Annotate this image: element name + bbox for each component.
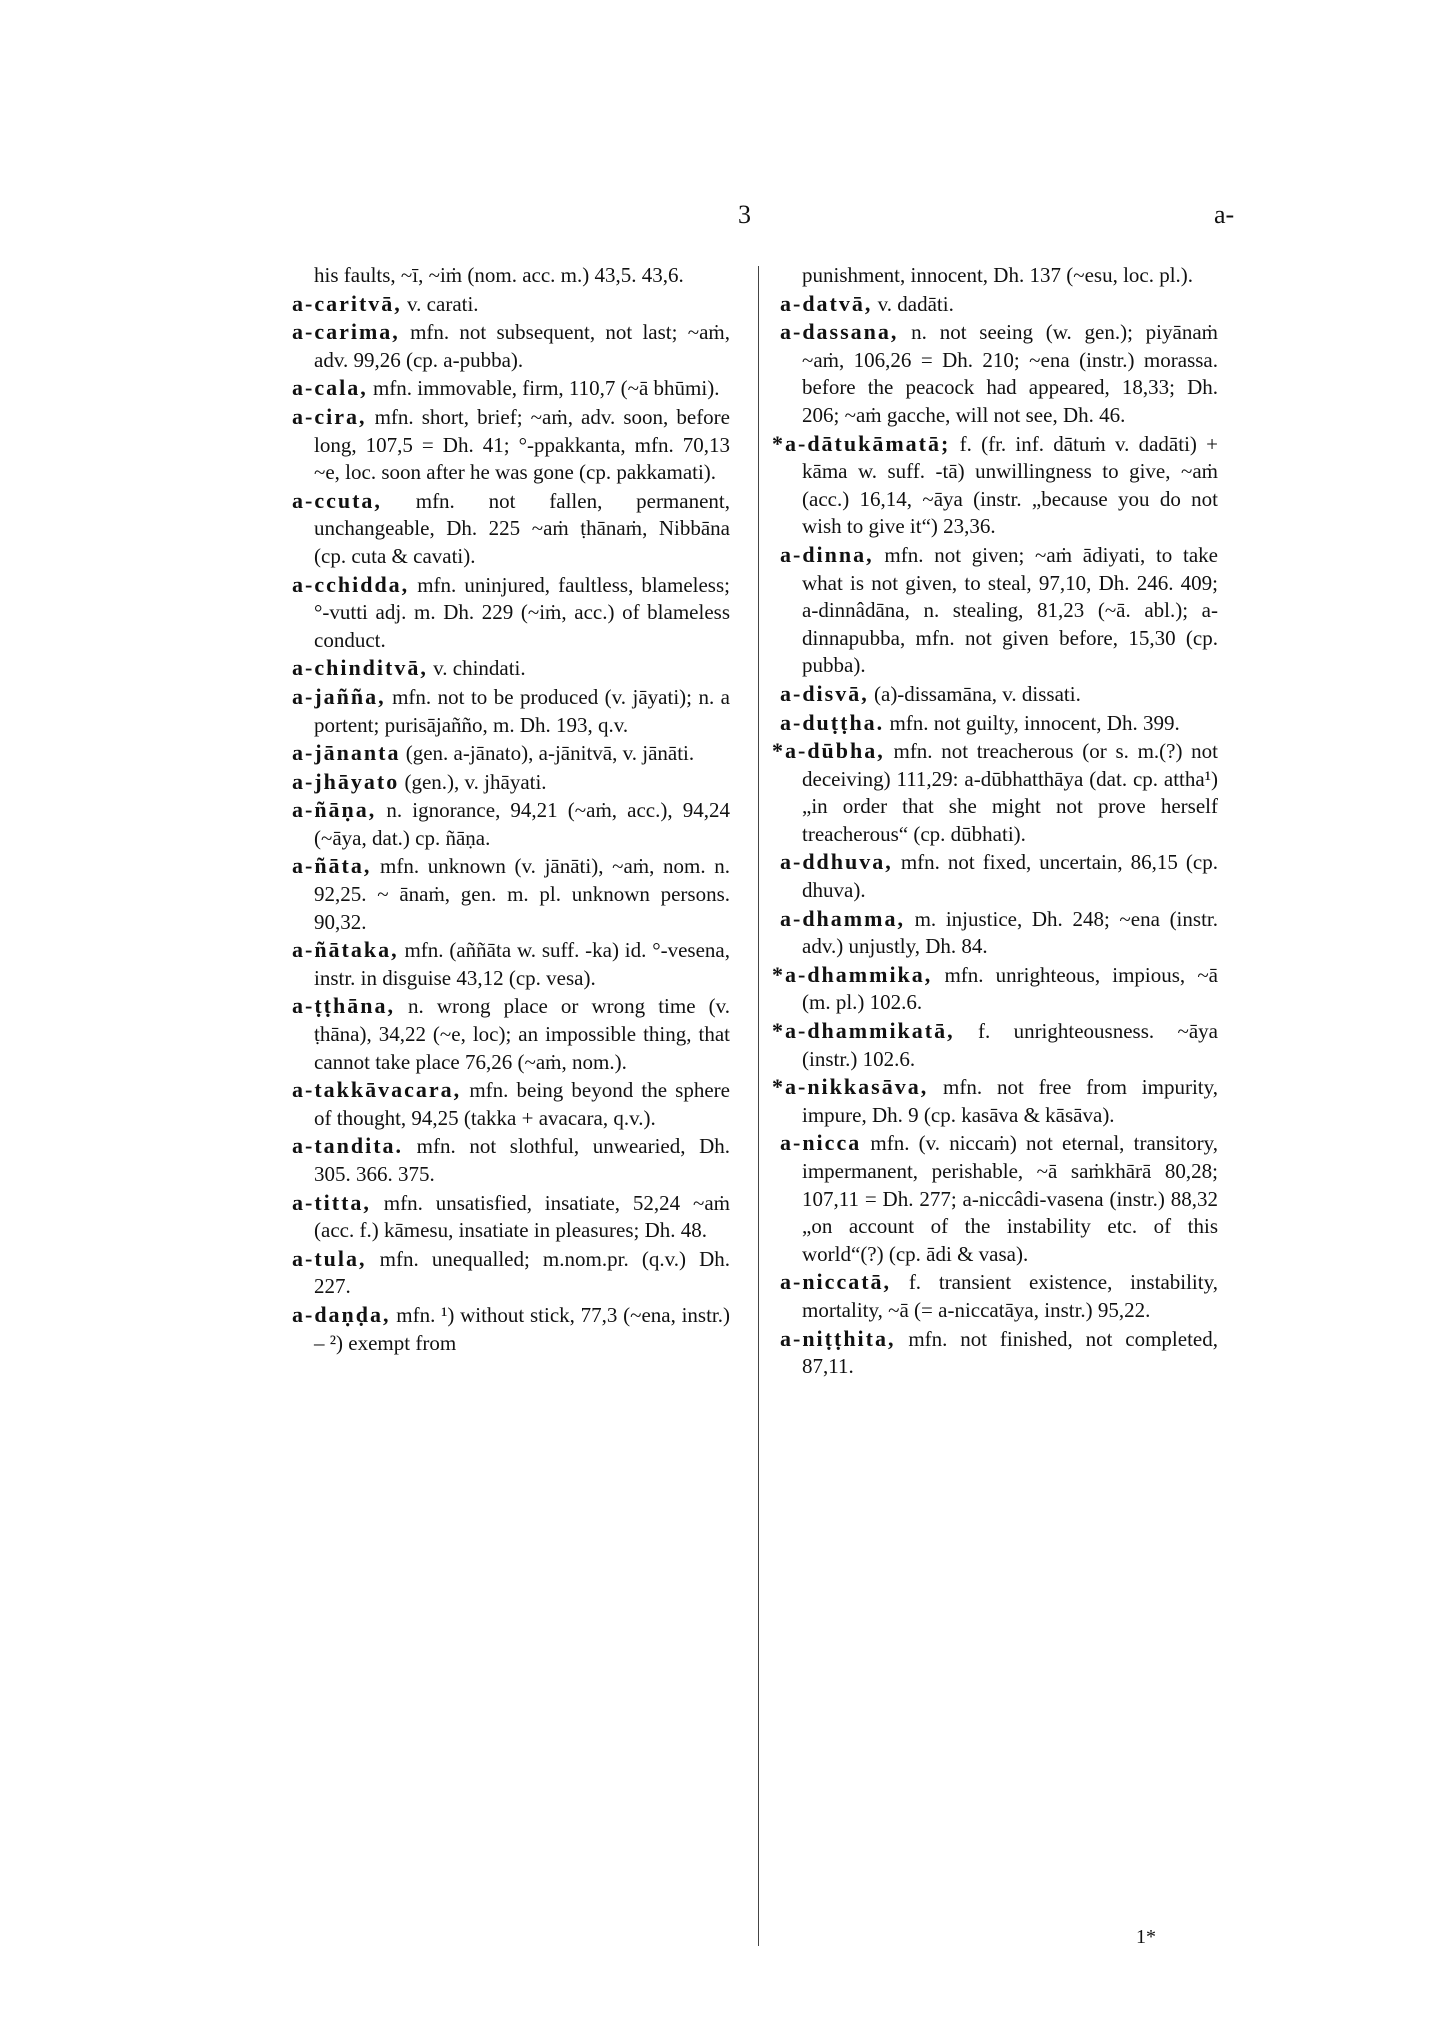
entry-headword: a-daṇḍa,	[292, 1301, 391, 1327]
entry-headword: *a-nikkasāva,	[772, 1074, 929, 1100]
entry-definition: v. chindati.	[427, 656, 526, 681]
section-header: a-	[1214, 200, 1235, 229]
entry-headword: a-caritvā,	[292, 290, 402, 316]
dictionary-entry	[292, 487, 730, 571]
dictionary-entry	[292, 936, 730, 992]
dictionary-entry	[780, 905, 1218, 961]
entry-definition: mfn. unequalled; m.nom.pr. (q.v.) Dh. 227.	[314, 1246, 730, 1299]
entry-headword: a-jañña,	[292, 683, 386, 709]
entry-headword: a-dassana,	[780, 319, 899, 345]
entry-definition: mfn. unsatisfied, insatiate, 52,24 ~aṁ (acc. f.) kāmesu, insatiate in pleasures; Dh. 48.	[314, 1190, 730, 1243]
dictionary-entry	[292, 739, 730, 768]
entry-headword: a-chinditvā,	[292, 655, 428, 681]
dictionary-entry	[780, 262, 1218, 290]
entry-headword: *a-dūbha,	[772, 738, 885, 764]
entry-definition: n. ignorance, 94,21 (~aṁ, acc.), 94,24 (~āya, dat.) cp. ñāṇa.	[314, 798, 730, 850]
entry-headword: a-dinna,	[780, 541, 874, 567]
entry-headword: a-jānanta	[292, 740, 401, 766]
dictionary-entry	[780, 680, 1218, 709]
dictionary-entry	[292, 683, 730, 739]
entry-definition: f. unrighteousness. ~āya (instr.) 102.6.	[802, 1019, 1218, 1071]
entry-definition: mfn. (aññāta w. suff. -ka) id. °-vesena, instr. in disguise 43,12 (cp. vesa).	[314, 938, 730, 990]
dictionary-entry	[292, 852, 730, 936]
entry-headword: a-nicca	[780, 1130, 862, 1156]
dictionary-entry	[292, 571, 730, 655]
dictionary-entry	[772, 1017, 1218, 1073]
entry-definition: mfn. ¹) without stick, 77,3 (~ena, instr.) – ²) exempt from	[314, 1302, 730, 1355]
dictionary-entry	[292, 403, 730, 487]
dictionary-entry	[292, 992, 730, 1076]
entry-definition: n. not seeing (w. gen.); piyānaṁ ~aṁ, 106,26 = Dh. 210; ~ena (instr.) morassa. before the peacock had appeared, 18,33; Dh. 206; ~aṁ gacche, will not see, Dh. 46.	[802, 320, 1218, 427]
dictionary-entry	[292, 374, 730, 403]
dictionary-entry	[780, 1325, 1218, 1381]
entry-headword: a-ddhuva,	[780, 849, 893, 875]
dictionary-entry	[780, 541, 1218, 680]
dictionary-entry	[292, 768, 730, 797]
entry-headword: a-niṭṭhita,	[780, 1325, 896, 1351]
entry-definition: mfn. not given; ~aṁ ādiyati, to take what is not given, to steal, 97,10, Dh. 246. 409; a-dinnâdāna, n. stealing, 81,23 (~ā. abl.); a-dinnapubba, mfn. not given before, 15,30 (cp. pubba).	[802, 542, 1218, 678]
dictionary-entry	[292, 1189, 730, 1245]
entry-headword: a-cala,	[292, 375, 368, 401]
entry-headword: a-niccatā,	[780, 1269, 892, 1295]
entry-definition: mfn. being beyond the sphere of thought, 94,25 (takka + avacara, q.v.).	[314, 1078, 730, 1130]
dictionary-entry	[772, 961, 1218, 1017]
entry-definition: punishment, innocent, Dh. 137 (~esu, loc. pl.).	[802, 263, 1194, 287]
entry-headword: *a-dātukāmatā;	[772, 430, 951, 456]
entry-definition: mfn. not fallen, permanent, unchangeable, Dh. 225 ~aṁ ṭhānaṁ, Nibbāna (cp. cuta & cavati).	[314, 488, 730, 568]
entry-definition: f. transient existence, instability, mortality, ~ā (= a-niccatāya, instr.) 95,22.	[802, 1270, 1218, 1322]
column-divider	[758, 266, 759, 1946]
entry-definition: mfn. immovable, firm, 110,7 (~ā bhūmi).	[367, 376, 720, 401]
entry-definition: mfn. uninjured, faultless, blameless; °-vutti adj. m. Dh. 229 (~iṁ, acc.) of blameless conduct.	[314, 572, 730, 652]
dictionary-entry	[780, 709, 1218, 738]
entry-definition: mfn. not free from impurity, impure, Dh. 9 (cp. kasāva & kāsāva).	[802, 1075, 1218, 1127]
dictionary-entry	[292, 290, 730, 319]
dictionary-entry	[292, 654, 730, 683]
entry-definition: mfn. not finished, not completed, 87,11.	[802, 1326, 1218, 1379]
dictionary-entry	[292, 318, 730, 374]
entry-headword: a-ccuta,	[292, 487, 382, 513]
entry-definition: mfn. not subsequent, not last; ~aṁ, adv. 99,26 (cp. a-pubba).	[314, 320, 730, 372]
dictionary-entry	[772, 430, 1218, 541]
entry-headword: a-dhamma,	[780, 905, 905, 931]
signature-mark: 1*	[1136, 1926, 1156, 1948]
entry-headword: *a-dhammikatā,	[772, 1018, 955, 1044]
entry-definition: mfn. not guilty, innocent, Dh. 399.	[884, 710, 1180, 735]
entry-headword: a-ñāṇa,	[292, 797, 377, 823]
page-number: 3	[738, 200, 751, 229]
entry-headword: a-duṭṭha.	[780, 709, 885, 735]
left-column	[292, 262, 730, 1357]
entry-definition: m. injustice, Dh. 248; ~ena (instr. adv.) unjustly, Dh. 84.	[802, 906, 1218, 959]
entry-headword: a-datvā,	[780, 290, 873, 316]
dictionary-entry	[292, 1245, 730, 1301]
entry-headword: a-carima,	[292, 319, 400, 345]
dictionary-entry	[780, 318, 1218, 429]
entry-definition: v. carati.	[401, 291, 479, 316]
dictionary-entry	[780, 848, 1218, 904]
dictionary-entry	[780, 1129, 1218, 1268]
entry-definition: mfn. not treacherous (or s. m.(?) not deceiving) 111,29: a-dūbhatthāya (dat. cp. attha¹) „in order that she might not prove herself treacherous“ (cp. dūbhati).	[802, 739, 1218, 846]
entry-headword: a-takkāvacara,	[292, 1077, 462, 1103]
entry-headword: a-jhāyato	[292, 768, 400, 794]
dictionary-entry	[772, 737, 1218, 848]
entry-headword: a-ṭṭhāna,	[292, 993, 395, 1019]
dictionary-entry	[292, 1301, 730, 1357]
entry-headword: a-cira,	[292, 403, 367, 429]
entry-headword: *a-dhammika,	[772, 961, 933, 987]
entry-headword: a-cchidda,	[292, 571, 410, 597]
entry-definition: (gen.), v. jhāyati.	[399, 769, 547, 794]
entry-definition: f. (fr. inf. dātuṁ v. dadāti) + kāma w. suff. -tā) unwillingness to give, ~aṁ (acc.) 16,14, ~āya (instr. „because you do not wish to give it“) 23,36.	[802, 431, 1218, 539]
entry-definition: mfn. unrighteous, impious, ~ā (m. pl.) 102.6.	[802, 962, 1218, 1015]
dictionary-entry	[780, 1268, 1218, 1324]
dictionary-entry	[772, 1073, 1218, 1129]
entry-definition: mfn. short, brief; ~aṁ, adv. soon, before long, 107,5 = Dh. 41; °-ppakkanta, mfn. 70,13 ~e, loc. soon after he was gone (cp. pakkamati).	[314, 404, 730, 485]
entry-definition: n. wrong place or wrong time (v. ṭhāna), 34,22 (~e, loc); an impossible thing, that cannot take place 76,26 (~aṁ, nom.).	[314, 994, 730, 1074]
entry-headword: a-tula,	[292, 1245, 367, 1271]
dictionary-entry	[292, 796, 730, 852]
entry-definition: mfn. (v. niccaṁ) not eternal, transitory, impermanent, perishable, ~ā saṁkhārā 80,28; 107,11 = Dh. 277; a-niccâdi-vasena (instr.) 88,32 „on account of the instability etc. of this world“(?) (cp. ādi & vasa).	[802, 1131, 1218, 1266]
entry-headword: a-ñātaka,	[292, 937, 399, 963]
entry-definition: his faults, ~ī, ~iṁ (nom. acc. m.) 43,5. 43,6.	[314, 263, 684, 287]
entry-definition: mfn. not slothful, unwearied, Dh. 305. 366. 375.	[314, 1134, 730, 1186]
entry-definition: mfn. not fixed, uncertain, 86,15 (cp. dhuva).	[802, 850, 1218, 903]
dictionary-entry	[292, 1132, 730, 1188]
entry-definition: (gen. a-jānato), a-jānitvā, v. jānāti.	[400, 741, 695, 766]
entry-definition: mfn. not to be produced (v. jāyati); n. a portent; purisājañño, m. Dh. 193, q.v.	[314, 684, 730, 737]
entry-headword: a-tandita.	[292, 1133, 404, 1159]
entry-definition: mfn. unknown (v. jānāti), ~aṁ, nom. n. 92,25. ~ ānaṁ, gen. m. pl. unknown persons. 90,32.	[314, 854, 730, 934]
entry-headword: a-ñāta,	[292, 853, 372, 879]
right-column	[772, 262, 1218, 1381]
entry-headword: a-titta,	[292, 1189, 371, 1215]
entry-definition: (a)-dissamāna, v. dissati.	[868, 681, 1081, 706]
entry-headword: a-disvā,	[780, 680, 869, 706]
dictionary-entry	[780, 290, 1218, 319]
dictionary-entry	[292, 1076, 730, 1132]
dictionary-entry	[292, 262, 730, 290]
entry-definition: v. dadāti.	[872, 291, 954, 316]
